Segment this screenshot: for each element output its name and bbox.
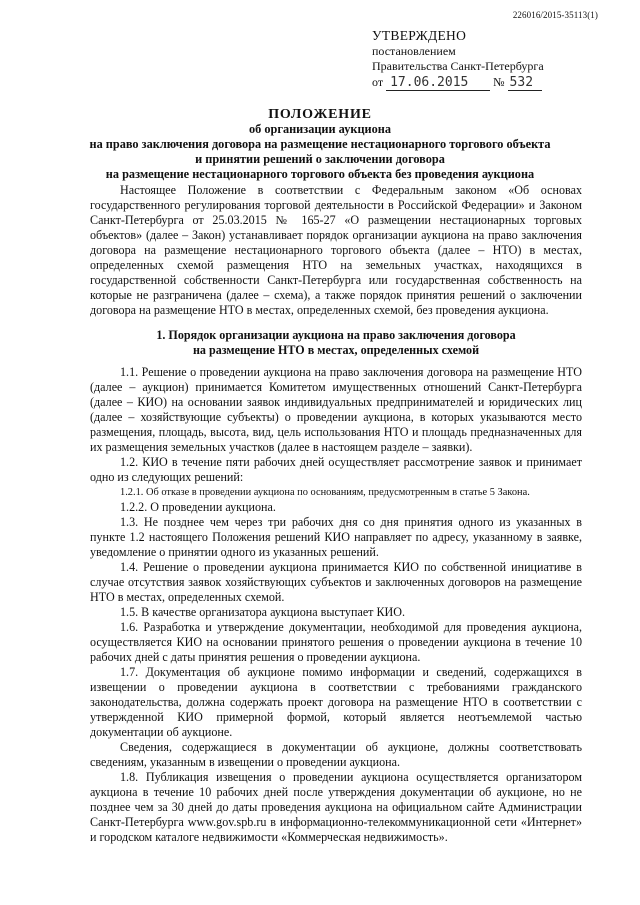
section-1-heading-line-1: 1. Порядок организации аукциона на право заключения договора xyxy=(156,328,516,342)
title-line-1: ПОЛОЖЕНИЕ xyxy=(268,107,372,122)
approval-line-2: Правительства Санкт-Петербурга xyxy=(372,59,544,73)
clause-1-6: 1.6. Разработка и утверждение документации, необходимой для проведения аукциона, осуществляется КИО на основании принятого решения о проведении аукциона в течение 10 рабочих дней с даты принятия решения о проведении аукциона. xyxy=(90,620,582,664)
number-prefix: № xyxy=(493,74,505,89)
clause-1-2: 1.2. КИО в течение пяти рабочих дней осуществляет рассмотрение заявок и принимает одно из следующих решений: xyxy=(90,455,582,484)
document-number: 226016/2015-35113(1) xyxy=(512,10,598,20)
clause-1-7-note: Сведения, содержащиеся в документации об аукционе, должны соответствовать сведениям, указанным в извещении о проведении аукциона. xyxy=(90,740,582,769)
clause-1-4: 1.4. Решение о проведении аукциона принимается КИО по собственной инициативе в случае отсутствия заявок хозяйствующих субъектов и заключенных договоров на размещение НТО в местах, определенных схемой. xyxy=(90,560,582,604)
clause-1-2-1: 1.2.1. Об отказе в проведении аукциона по основаниям, предусмотренным в статье 5 Закона. xyxy=(120,487,530,498)
title-line-4: и принятии решений о заключении договора xyxy=(195,152,445,166)
approval-date: 17.06.2015 xyxy=(386,75,490,92)
section-1-heading-line-2: на размещение НТО в местах, определенных схемой xyxy=(192,343,480,357)
date-prefix: от xyxy=(372,74,384,89)
approval-line-1: постановлением xyxy=(372,43,456,58)
approval-number: 532 xyxy=(508,75,542,92)
title-line-2: об организации аукциона xyxy=(249,122,391,136)
approval-heading: УТВЕРЖДЕНО xyxy=(372,28,467,43)
clause-1-2-2: 1.2.2. О проведении аукциона. xyxy=(120,500,276,514)
approval-date-row xyxy=(372,75,544,92)
document-body xyxy=(90,183,582,845)
clause-1-1: 1.1. Решение о проведении аукциона на право заключения договора на размещение НТО (далее – аукцион) принимается Комитетом имущественных отношений Санкт-Петербурга (далее – КИО) на основании заявок индивидуальных предпринимателей и юридических лиц (далее – хозяйствующие субъекты) о проведении аукциона, в которых указываются место размещения, площадь, высота, вид, цель использования НТО и площадь предназначенных для их размещения земельных участков (далее в настоящем разделе – заявки). xyxy=(90,365,582,454)
clause-1-7: 1.7. Документация об аукционе помимо информации и сведений, содержащихся в извещении о проведении аукциона в соответствии с требованиями гражданского законодательства, должна содержать проект договора на размещение НТО в соответствии с утвержденной КИО примерной формой, который является неотъемлемой частью документации об аукционе. xyxy=(90,665,582,739)
clause-1-5: 1.5. В качестве организатора аукциона выступает КИО. xyxy=(120,605,406,619)
clause-1-8: 1.8. Публикация извещения о проведении аукциона осуществляется организатором аукциона в течение 10 рабочих дней после утверждения документации об аукционе, но не позднее чем за 30 дней до даты проведения аукциона на официальном сайте Администрации Санкт-Петербурга www.gov.spb.ru в информационно-телекоммуникационной сети «Интернет» и городском каталоге недвижимости «Коммерческая недвижимость». xyxy=(90,770,582,844)
clause-1-3: 1.3. Не позднее чем через три рабочих дня со дня принятия одного из указанных в пункте 1.2 настоящего Положения решений КИО направляет по адресу, указанному в заявке, уведомление о принятии одного из указанных решений. xyxy=(90,515,582,559)
title-line-5: на размещение нестационарного торгового объекта без проведения аукциона xyxy=(105,167,535,181)
preamble-paragraph: Настоящее Положение в соответствии с Федеральным законом «Об основах государственного регулирования торговой деятельности в Российской Федерации» и Законом Санкт-Петербурга от 25.03.2015 № 165-27 «О размещении нестационарных торговых объектов» (далее – Закон) устанавливает порядок организации аукциона на право заключения договора на размещение нестационарного торгового объекта (далее – НТО) в местах, определенных схемой размещения НТО на земельных участках, находящихся в государственной собственности Санкт-Петербурга или государственная собственность на которые не разграничена (далее – схема), а также порядок принятия решений о заключении договора на размещение НТО в местах, определенных схемой, без проведения аукциона. xyxy=(90,183,582,317)
section-1-heading xyxy=(90,328,582,358)
document-title xyxy=(60,107,580,182)
title-line-3: на право заключения договора на размещение нестационарного торгового объекта xyxy=(89,137,551,151)
approval-block xyxy=(372,28,544,91)
